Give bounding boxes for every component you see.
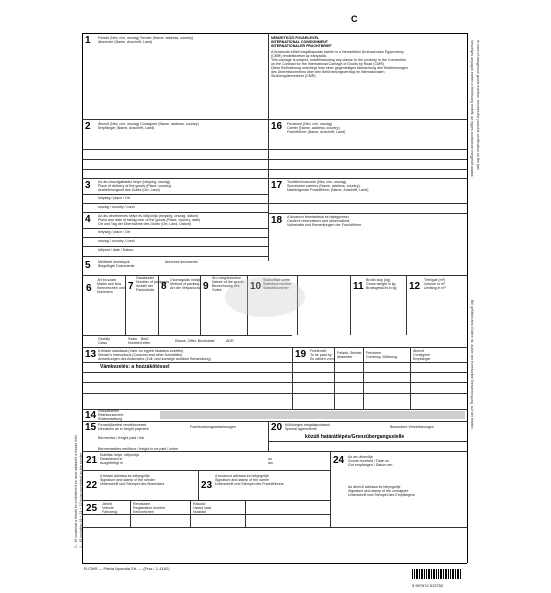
box-25-label-a: Jármű (102, 502, 112, 506)
col-19-3 (410, 347, 411, 409)
box-24-label-b: Goods received / Date on (348, 459, 389, 463)
box-24-sig-b: Signature and stamp of the consignee (348, 489, 409, 493)
box-6-label-c: Kennzeichen und (97, 286, 125, 290)
box-21-label-c: Ausgefertigt in (100, 461, 123, 465)
box-12-label-c: Umfang in m³ (424, 286, 446, 290)
line-b19-d (292, 393, 467, 394)
freight-paid: Bérmentve / freight paid / frei (98, 436, 145, 440)
box-1-number: 1 (85, 35, 91, 46)
line-y178 (82, 178, 467, 179)
col-sep-6 (350, 275, 351, 335)
box-4-number: 4 (85, 214, 91, 225)
notice-5: Diese Beförderung unterliegt trotz einer gegenteiligen Abmachung den Bestimmungen (271, 66, 409, 70)
line-y119 (82, 119, 467, 120)
notice-2: (CMR) rendelkezései az irányadók. (271, 54, 328, 58)
useful-load-b: Useful load (193, 506, 211, 510)
box-15-label-a: Fuvardíjfizetési rendelkezések (98, 423, 147, 427)
reg-number-c: Kennzeichen (133, 510, 154, 514)
line-b16-c (268, 169, 467, 170)
box-24-label-a: Az áru átvevője (348, 455, 373, 459)
line-b2-c (82, 169, 268, 170)
line-b2-a (82, 149, 268, 150)
box-15-label-b: Directions as to freight payment (98, 427, 149, 431)
box-17-number: 17 (271, 180, 283, 191)
col-19-2 (363, 347, 364, 409)
line-b13-d (82, 393, 292, 394)
box-21-on: on (268, 457, 272, 461)
box-13-label-b: Sender's instructions (Customs and other formalities) (98, 353, 183, 357)
carrier-field[interactable] (270, 135, 465, 148)
letter-label: Betű (141, 337, 149, 341)
split-22-23 (198, 470, 199, 500)
box-6-label-b: Marks and Nos (97, 282, 122, 286)
box-7-label-d: Packstücke (136, 288, 155, 292)
col-sep-7 (406, 275, 407, 335)
line-b16-b (268, 159, 467, 160)
currency-col-b: Currency, Währung (366, 355, 397, 359)
barcode-number: 5 997674 513752 (412, 583, 444, 588)
line-y409 (82, 409, 467, 410)
box-3-place-label: helység / place / Ort (98, 196, 130, 200)
title-line-1: NEMZETKÖZI FUVARLEVÉL (271, 36, 320, 40)
box-15-label-c: Frachtzahlungsanweisungen (190, 425, 236, 429)
box-2-label-b: Empfänger (Name, Anschrift, Land) (98, 126, 155, 130)
box-9-label-c: Bezeichnung des (212, 284, 240, 288)
col-19-1 (334, 347, 335, 409)
box-13-label-c: Anweisungen des Absenders (Zoll- und sonstige amtliche Behandlung) (98, 357, 211, 361)
box-4-label-c: Ort und Tag der Übernahme des Gutes (Ort, Land, Datum) (98, 222, 192, 226)
line-b13-a (82, 362, 292, 363)
box-2-number: 2 (85, 121, 91, 132)
box-6-label-d: Nummern (97, 290, 113, 294)
box-16-label-b: Carrier (Name, address, country) (287, 126, 340, 130)
line-b17-a (268, 203, 467, 204)
box-25-number: 25 (86, 503, 98, 514)
box-10-label-b: Statistical number (263, 282, 292, 286)
line-b13-b (82, 372, 292, 373)
split-15-20 (268, 421, 269, 451)
box-22-number: 22 (86, 480, 98, 491)
box-3-label-c: Auslieferungsort des Gutes (Ort, Land) (98, 188, 160, 192)
box-11-label-c: Bruttogewicht in kg (366, 286, 397, 290)
line-b3-b (82, 203, 268, 204)
sender-col: Feladó, Sender, (337, 351, 363, 355)
box-16-number: 16 (271, 121, 283, 132)
box-24-label-c: Gut empfangen / Datum am (348, 463, 393, 467)
box-25-label-b: Vehicle (102, 506, 114, 510)
box-2-label-a: Átvevő (Név, cím, ország) Consignee (Name, address, country) (98, 122, 199, 126)
box-23-label-a: A fuvarozó aláírása és bélyegzője (215, 474, 269, 478)
frame-top (82, 33, 467, 34)
box-1-label-b: Absender (Name, Anschrift, Land) (98, 40, 153, 44)
box-25-label-c: Fahrzeug (102, 510, 118, 514)
box-10-label-a: Statisztikai szám (263, 278, 290, 282)
reimbursement-field[interactable] (160, 411, 465, 419)
box-7-number: 7 (128, 281, 134, 292)
line-b19-b (292, 372, 467, 373)
line-b19-a (292, 362, 467, 363)
box-14-label-b: Reimbursement (98, 413, 124, 417)
line-b13-c (82, 382, 292, 383)
box-18-label-c: Vorbehalte und Bemerkungen der Frachtführer (287, 223, 362, 227)
reg-number-b: Registration number (133, 506, 166, 510)
title-line-3: INTERNATIONALER FRACHTBRIEF (271, 44, 332, 48)
reg-number-a: Rendszám (133, 502, 151, 506)
box-14-number: 14 (85, 410, 97, 421)
box-9-label-b: Nature of the goods (212, 280, 244, 284)
class-en: Class (98, 341, 107, 345)
useful-load-c: Nutzlast (193, 510, 206, 514)
box-20-label-b: Special agreements (285, 427, 317, 431)
box-23-label-b: Signature and stamp of the carrier (215, 478, 270, 482)
freight-unpaid: Bérmentesítés mellőzve / freight to be paid / unfrei (98, 447, 179, 451)
box-19-label-c: Zu zahlen vom: (310, 357, 335, 361)
line-b19-c (292, 382, 467, 383)
box-7-label-b: Number of packages (136, 280, 170, 284)
copy-letter: C (351, 14, 358, 24)
box-5-label-a: Mellékelt okmányok (98, 260, 130, 264)
box-3-country-label: ország / country / Land (98, 205, 135, 209)
side-right-2: In case of dangerous goods mention, besides the possible certification on the last (476, 40, 480, 170)
box-22-label-b: Signature and stamp of the sender (100, 478, 156, 482)
consignee-col: Átvevő (413, 349, 424, 353)
box-6-number: 6 (86, 283, 92, 294)
box-4-label-a: Az áru átvételének helye és időpontja (helység, ország, dátum) (98, 214, 199, 218)
notice-7: Straßengüterverkehr (CMR) (271, 74, 316, 78)
box-24-sig-a: Az átvevő aláírása és bélyegzője (348, 485, 401, 489)
box-1-label-a: Feladó (Név, cím, ország) Sender (Name, address, country) (98, 36, 194, 40)
letter-en: Letter (141, 341, 151, 345)
box-10-label-c: Statistiknummer (263, 286, 289, 290)
watermark-logo (225, 277, 305, 317)
box-9-number: 9 (203, 281, 209, 292)
box-24-sig-c: Unterschrift und Stempel des Empfängers (348, 493, 415, 497)
box-18-label-a: A fuvarozó fenntartásai és bejegyzései (287, 215, 349, 219)
line-b3-a (82, 194, 268, 195)
split-24 (330, 451, 331, 527)
box-21-label-a: Kiállítás helye, időpontja (100, 453, 139, 457)
line-y451 (82, 451, 467, 452)
notice-6: des Übereinkommens über den Beförderungsvertrag im Internationalen (271, 70, 385, 74)
line-b16-a (268, 149, 467, 150)
box-21-number: 21 (86, 455, 98, 466)
box-3-label-b: Place of delivery of the goods (Place, country) (98, 184, 172, 188)
notice-4: on the Contract for the International Carriage of Goods by Road (CMR) (271, 62, 384, 66)
number-en: Number (128, 341, 141, 345)
box-17-label-b: Successive carriers (Name, address, country) (287, 184, 360, 188)
box-20-number: 20 (271, 422, 283, 433)
klasse-label: Klasse, Ziffer, Buchstabe (175, 339, 215, 343)
box-19-label-b: To be paid by: (310, 353, 333, 357)
title-line-2: INTERNATIONAL CONSIGNMENT (271, 40, 328, 44)
side-right-3: Bei gefährlichen Gütern ist, außer der eventuellen Bescheinigung, auf der letzten (470, 300, 474, 429)
box-8-label-c: Art der Verpackung (170, 286, 201, 290)
currency-col: Pénznem (366, 351, 382, 355)
box-6-label-a: Jel és szám (97, 278, 116, 282)
line-y256 (82, 256, 268, 257)
line-b2-b (82, 159, 268, 160)
box-19-number: 19 (295, 349, 307, 360)
box-17-label-a: További fuvarozók (Név, cím, ország) (287, 180, 347, 184)
consignee-col-b: Consignee (413, 353, 431, 357)
line-y527 (82, 527, 467, 528)
box-23-label-c: Unterschrift und Stempel des Frachtführers (215, 482, 284, 486)
border-crossing-note: közúti határátlépés/Grenzübergangsstelle (305, 434, 405, 440)
col-sep-3 (200, 275, 201, 335)
box-5-number: 5 (85, 260, 91, 271)
box-12-label-a: Térfogat (m³) (424, 278, 445, 282)
line-b25-a (82, 514, 330, 515)
line-b4-c (82, 246, 268, 247)
box-20-label-c: Besondere Vereinbarungen (390, 425, 434, 429)
box-4-label-b: Place and date of taking over of the goods (Place, country, date) (98, 218, 201, 222)
split-13-19 (292, 347, 293, 409)
col-sep-1 (125, 275, 126, 335)
box-8-label-a: Csomagolás módja (170, 278, 201, 282)
side-left-1: 1 - 15 rovatokat a feladó és a kitöltésért és azok adataiért a feladó felel. (74, 434, 78, 548)
box-4-country-label: ország / country / Land (98, 239, 135, 243)
adr-label: ADR (226, 339, 234, 343)
box-14-label-a: Visszafizetés (98, 409, 119, 413)
box-20-label-a: Különleges megállapodások (285, 423, 330, 427)
sender-field[interactable] (84, 46, 266, 106)
box-16-label-c: Frachtführer (Name, Anschrift, Land) (287, 130, 346, 134)
barcode (412, 566, 462, 588)
consignee-col-c: Empfänger (413, 357, 431, 361)
box-14-label-c: Rückerstattung (98, 417, 123, 421)
box-17-label-c: Nachfolgende Frachtführer (Name, Anschrift, Land) (287, 188, 369, 192)
box-15-number: 15 (85, 422, 97, 433)
box-4-date-label: időpont / date / Datum (98, 248, 134, 252)
box-21-label-b: Established in (100, 457, 123, 461)
box-13-number: 13 (85, 349, 97, 360)
box-18-number: 18 (271, 215, 283, 226)
box-5-label-b: Beigefügte Dokumente (98, 264, 135, 268)
box-8-label-b: Method of packing (170, 282, 200, 286)
line-b17-b (268, 213, 467, 214)
box-4-place-label: helység / place / Ort (98, 230, 130, 234)
customs-note: Vámkezelés: a hozzákötéssel (100, 364, 170, 370)
footer-printer: R-CMR — Pátria Nyomda Zrt. — (Frsz.: 1-4162) (84, 566, 170, 571)
notice-1: A fuvarozás előző megállapodás esetén is a Nemzetközi Árufuvarozási Egyezmény (271, 50, 404, 54)
frame-right (467, 33, 468, 563)
line-b20 (268, 441, 467, 442)
box-3-label-a: Az áru kiszolgáltatási helye (helység, ország) (98, 180, 170, 184)
box-10-number: 10 (250, 281, 262, 292)
box-11-number: 11 (353, 281, 364, 292)
notice-3: This carriage is subject, notwithstanding any clause to the contrary to the Convention (271, 58, 407, 62)
box-11-label-b: Gross weight in kg (366, 282, 396, 286)
split-upper (268, 33, 269, 261)
side-right-1: Veszélyes anyagok esetén a felelősség mellett, az egyes rovatokban megjelölt adatok (470, 40, 474, 177)
box-22-label-a: A feladó aláírása és bélyegzője (100, 474, 150, 478)
box-5-annexed: Annexed documents (165, 260, 198, 264)
box-12-label-b: Volume in m³ (424, 282, 445, 286)
line-y212 (82, 212, 268, 213)
barcode-bars (412, 569, 462, 579)
box-22-label-c: Unterschrift und Stempel des Absenders (100, 482, 165, 486)
box-7-label-a: Darabszám (136, 276, 155, 280)
side-left-2: 1 - 15 including 19 + 21 + 22 to be completed by the sender (79, 453, 83, 548)
line-class-a (82, 335, 292, 336)
box-3-number: 3 (85, 180, 91, 191)
box-16-label-a: Fuvarozó (Név, cím, ország) (287, 122, 333, 126)
line-b4-a (82, 228, 268, 229)
frame-bottom (82, 563, 467, 564)
line-b4-b (82, 237, 268, 238)
box-9-label-d: Gutes (212, 288, 222, 292)
line-y500 (82, 500, 330, 501)
box-12-number: 12 (409, 281, 421, 292)
box-24-number: 24 (333, 455, 345, 466)
useful-load-a: Rakodó (193, 502, 206, 506)
box-21-am: am (268, 461, 273, 465)
box-11-label-a: Bruttó súly (kg) (366, 278, 391, 282)
number-label: Szám (128, 337, 138, 341)
line-b21 (82, 470, 330, 471)
box-7-label-c: Anzahl der (136, 284, 154, 288)
box-18-label-b: Carrier's reservations and observations (287, 219, 350, 223)
box-13-label-a: A feladó utasításai (Vám- és egyéb hivatalos kezelés) (98, 349, 184, 353)
box-9-label-a: Áru megnevezése (212, 276, 241, 280)
consignee-field[interactable] (84, 132, 266, 148)
box-19-label-a: Fizetendő: (310, 349, 327, 353)
sender-col-b: Absender (337, 355, 353, 359)
box-23-number: 23 (201, 480, 213, 491)
class-label: Osztály (98, 337, 110, 341)
box-8-number: 8 (161, 281, 167, 292)
